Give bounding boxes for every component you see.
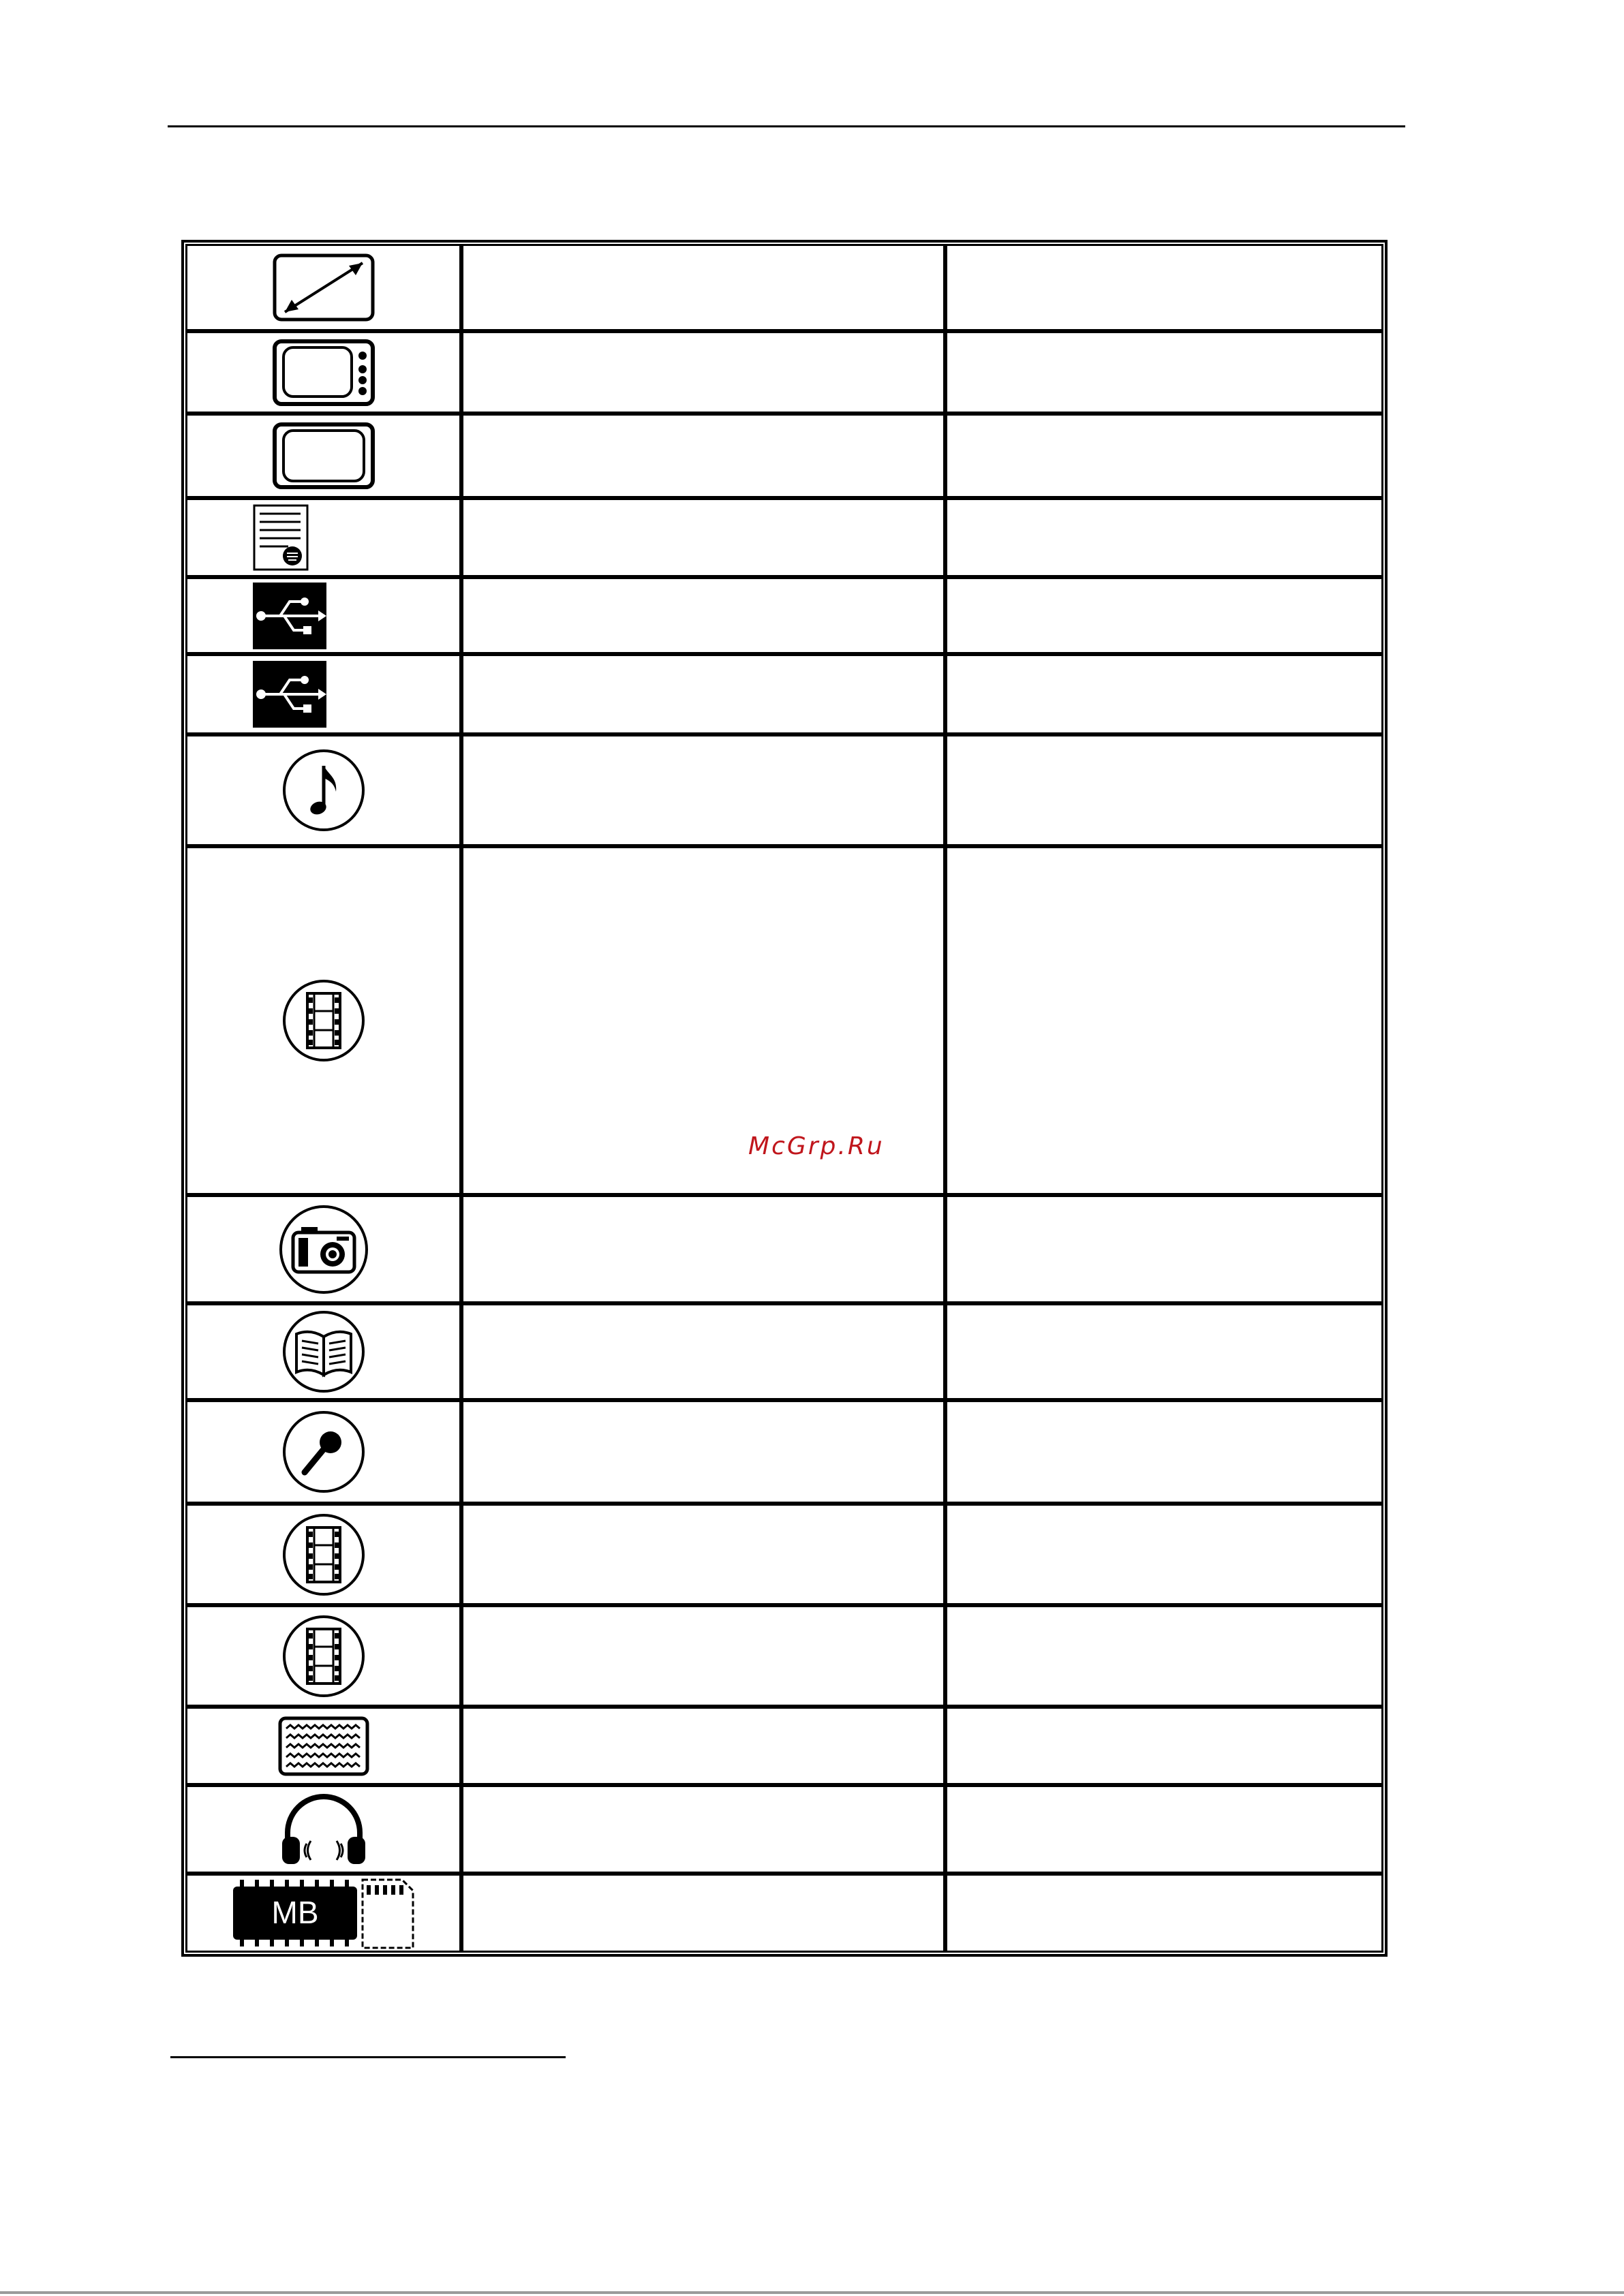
table-cell-icon xyxy=(185,244,461,331)
table-cell xyxy=(461,734,945,846)
table-cell-icon xyxy=(185,414,461,498)
usb-icon xyxy=(253,661,326,728)
table-cell xyxy=(461,331,945,414)
watermark: McGrp.Ru xyxy=(748,1132,885,1160)
table-cell-icon xyxy=(185,331,461,414)
table-cell-icon xyxy=(185,1707,461,1785)
diagonal-arrow-icon xyxy=(273,253,375,322)
table-cell xyxy=(945,331,1383,414)
table-cell-icon xyxy=(185,1195,461,1303)
table-cell xyxy=(461,1195,945,1303)
table-cell xyxy=(945,1400,1383,1504)
table-cell xyxy=(461,577,945,654)
memory-label: MB xyxy=(271,1895,318,1930)
table-cell xyxy=(945,1874,1383,1953)
table-cell-icon xyxy=(185,1874,461,1953)
table-cell xyxy=(945,1303,1383,1400)
table-cell-icon xyxy=(185,1785,461,1874)
film-icon xyxy=(281,978,366,1063)
tv-icon xyxy=(273,339,375,406)
table-cell xyxy=(945,1605,1383,1707)
camera-icon xyxy=(278,1204,369,1295)
memory-card-icon xyxy=(232,1877,416,1949)
table-cell-icon xyxy=(185,1400,461,1504)
footnote-rule xyxy=(170,2056,566,2058)
table-cell xyxy=(461,1605,945,1707)
table-cell-icon xyxy=(185,1605,461,1707)
header-rule xyxy=(168,125,1405,127)
book-icon xyxy=(281,1309,366,1394)
table-cell-icon xyxy=(185,1504,461,1605)
table-cell xyxy=(461,1400,945,1504)
table-cell xyxy=(461,498,945,577)
table-cell xyxy=(945,846,1383,1195)
headphones-icon xyxy=(279,1792,368,1867)
film-icon xyxy=(281,1614,366,1698)
table-cell xyxy=(461,1303,945,1400)
table-cell xyxy=(945,414,1383,498)
table-cell xyxy=(945,577,1383,654)
screen-icon xyxy=(273,422,375,489)
table-cell-icon xyxy=(185,1303,461,1400)
wave-text-icon xyxy=(278,1716,369,1776)
table-cell xyxy=(461,1707,945,1785)
table-cell xyxy=(945,244,1383,331)
table-cell xyxy=(461,244,945,331)
table-cell xyxy=(945,1195,1383,1303)
table-cell xyxy=(461,654,945,734)
table-cell xyxy=(945,1707,1383,1785)
table-cell xyxy=(945,498,1383,577)
music-note-icon xyxy=(281,748,366,833)
table-cell-icon xyxy=(185,498,461,577)
usb-icon xyxy=(253,583,326,649)
table-cell xyxy=(461,414,945,498)
table-cell-icon xyxy=(185,577,461,654)
table-cell xyxy=(461,1874,945,1953)
table-cell xyxy=(945,1785,1383,1874)
table-cell xyxy=(461,1785,945,1874)
table-cell-icon xyxy=(185,734,461,846)
page-bottom-strip xyxy=(0,2291,1624,2294)
table-cell-icon xyxy=(185,654,461,734)
table-cell xyxy=(461,1504,945,1605)
film-icon xyxy=(281,1512,366,1597)
microphone-icon xyxy=(281,1410,366,1494)
table-cell-icon xyxy=(185,846,461,1195)
table-cell xyxy=(945,654,1383,734)
table-cell xyxy=(945,734,1383,846)
table-cell xyxy=(945,1504,1383,1605)
document-icon xyxy=(253,504,309,571)
